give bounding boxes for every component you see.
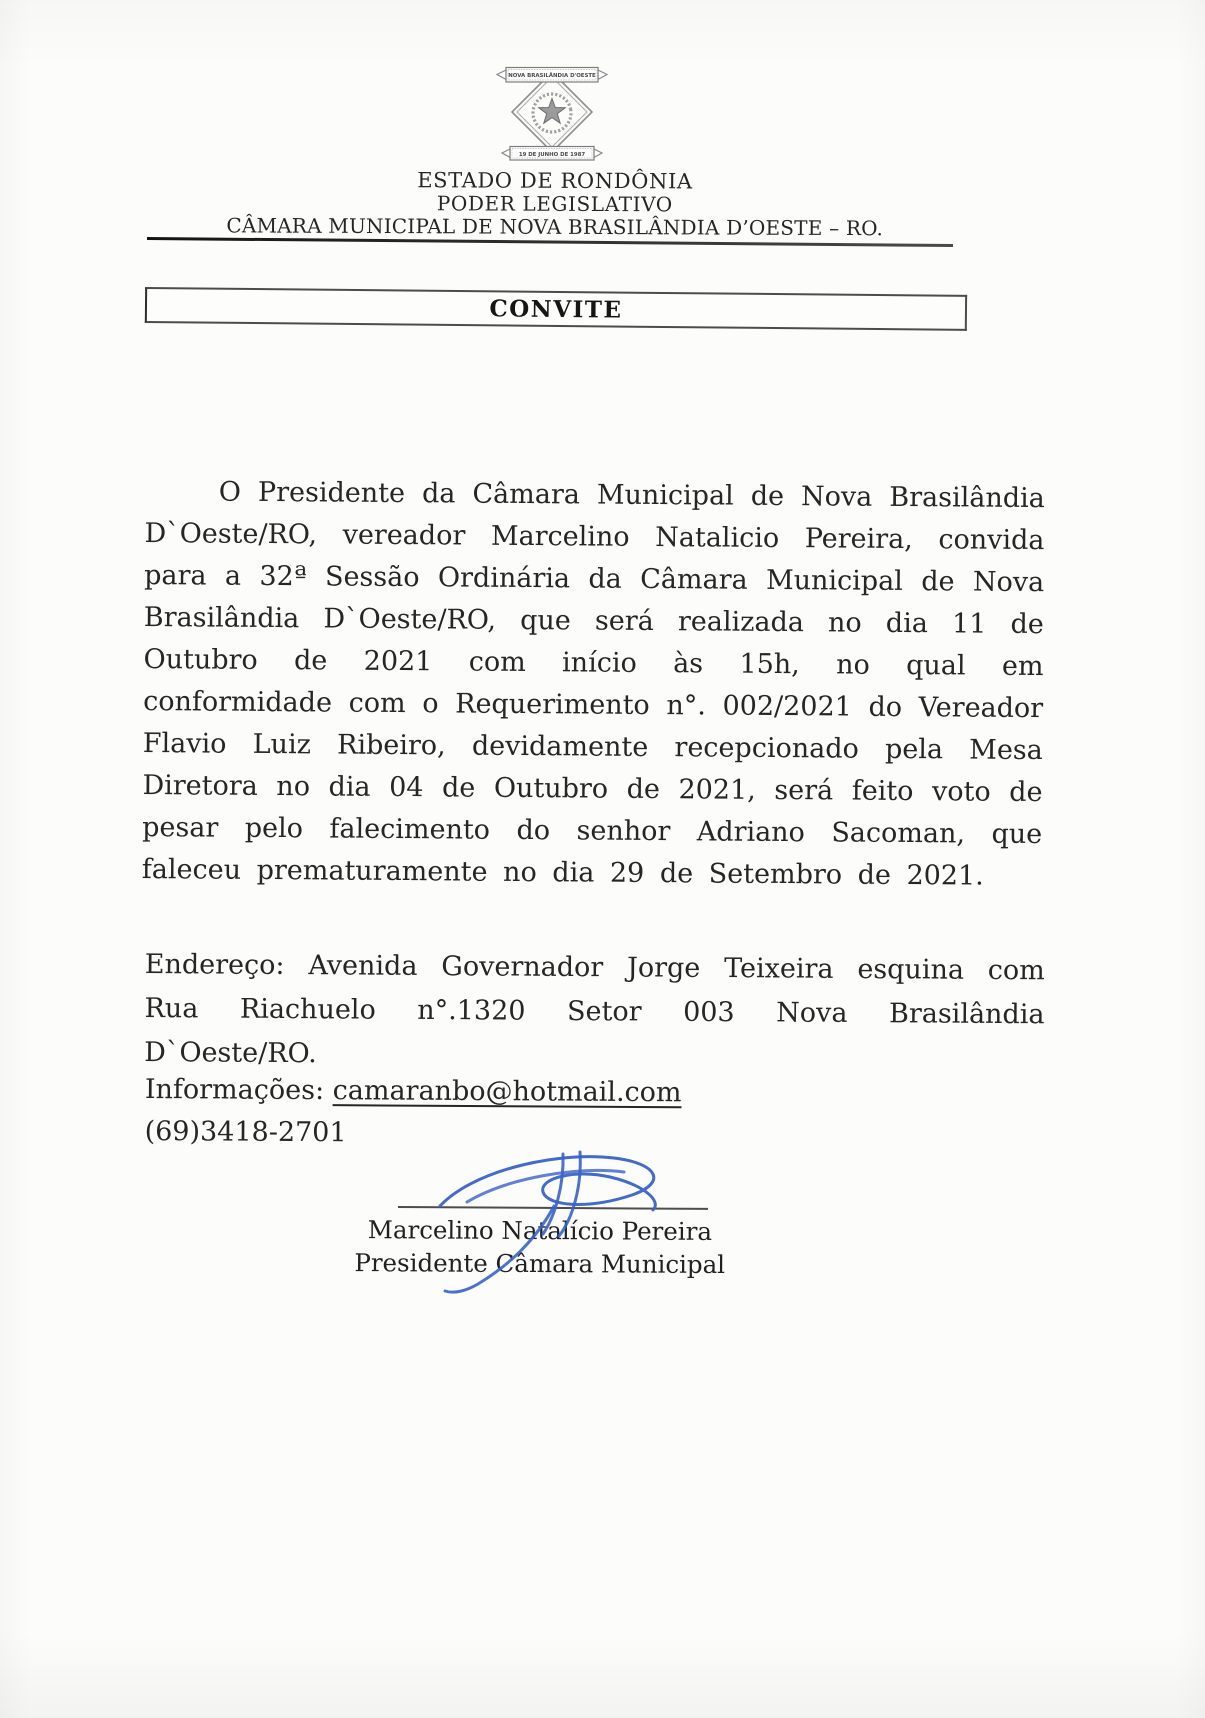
contact-label: Informações:	[144, 1073, 325, 1107]
signature-rule	[398, 1206, 708, 1210]
address-paragraph	[144, 943, 1045, 1081]
letterhead-branch: PODER LEGISLATIVO	[436, 191, 673, 217]
signature-block	[340, 1213, 740, 1281]
star-icon	[539, 99, 566, 124]
contact-email: camaranbo@hotmail.com	[332, 1075, 682, 1109]
crest-banner-top-label: NOVA BRASILÂNDIA D'OESTE	[508, 73, 596, 80]
contact-phone: (69)3418-2701	[144, 1115, 347, 1149]
crest-banner-top	[497, 68, 607, 83]
crest-banner-bottom-label: 19 DE JUNHO DE 1987	[518, 151, 586, 158]
address-text: Avenida Governador Jorge Teixeira esquina com Rua Riachuelo n°.1320 Setor 003 Nova Brasilândia D`Oeste/RO.	[144, 950, 1045, 1070]
signer-name: Marcelino Natalício Pereira	[367, 1215, 713, 1246]
crest-banner-bottom	[502, 147, 602, 161]
municipal-crest-icon	[486, 64, 618, 168]
document-title: CONVITE	[489, 294, 623, 324]
letterhead-chamber: CÂMARA MUNICIPAL DE NOVA BRASILÂNDIA D’OESTE – RO.	[226, 213, 884, 241]
title-box	[145, 287, 967, 331]
contact-paragraph	[144, 1069, 1044, 1158]
letterhead-state: ESTADO DE RONDÔNIA	[417, 168, 693, 194]
invitation-body-paragraph: O Presidente da Câmara Municipal de Nova Brasilândia D`Oeste/RO, vereador Marcelino Natalicio Pereira, convida para a 32ª Sessão Ordinária da Câmara Municipal de Nova Brasilândia D`Oeste/RO, que será realizada no dia 11 de Outubro de 2021 com início às 15h, no qual em conformidade com o Requerimento n°. 002/2021 do Vereador Flavio Luiz Ribeiro, devidamente recepcionado pela Mesa Diretora no dia 04 de Outubro de 2021, será feito voto de pesar pelo falecimento do senhor Adriano Sacoman, que faleceu prematuramente no dia 29 de Setembro de 2021.	[141, 476, 1045, 892]
address-label: Endereço:	[144, 948, 285, 981]
signer-role: Presidente Câmara Municipal	[354, 1248, 726, 1280]
letterhead	[145, 168, 965, 241]
